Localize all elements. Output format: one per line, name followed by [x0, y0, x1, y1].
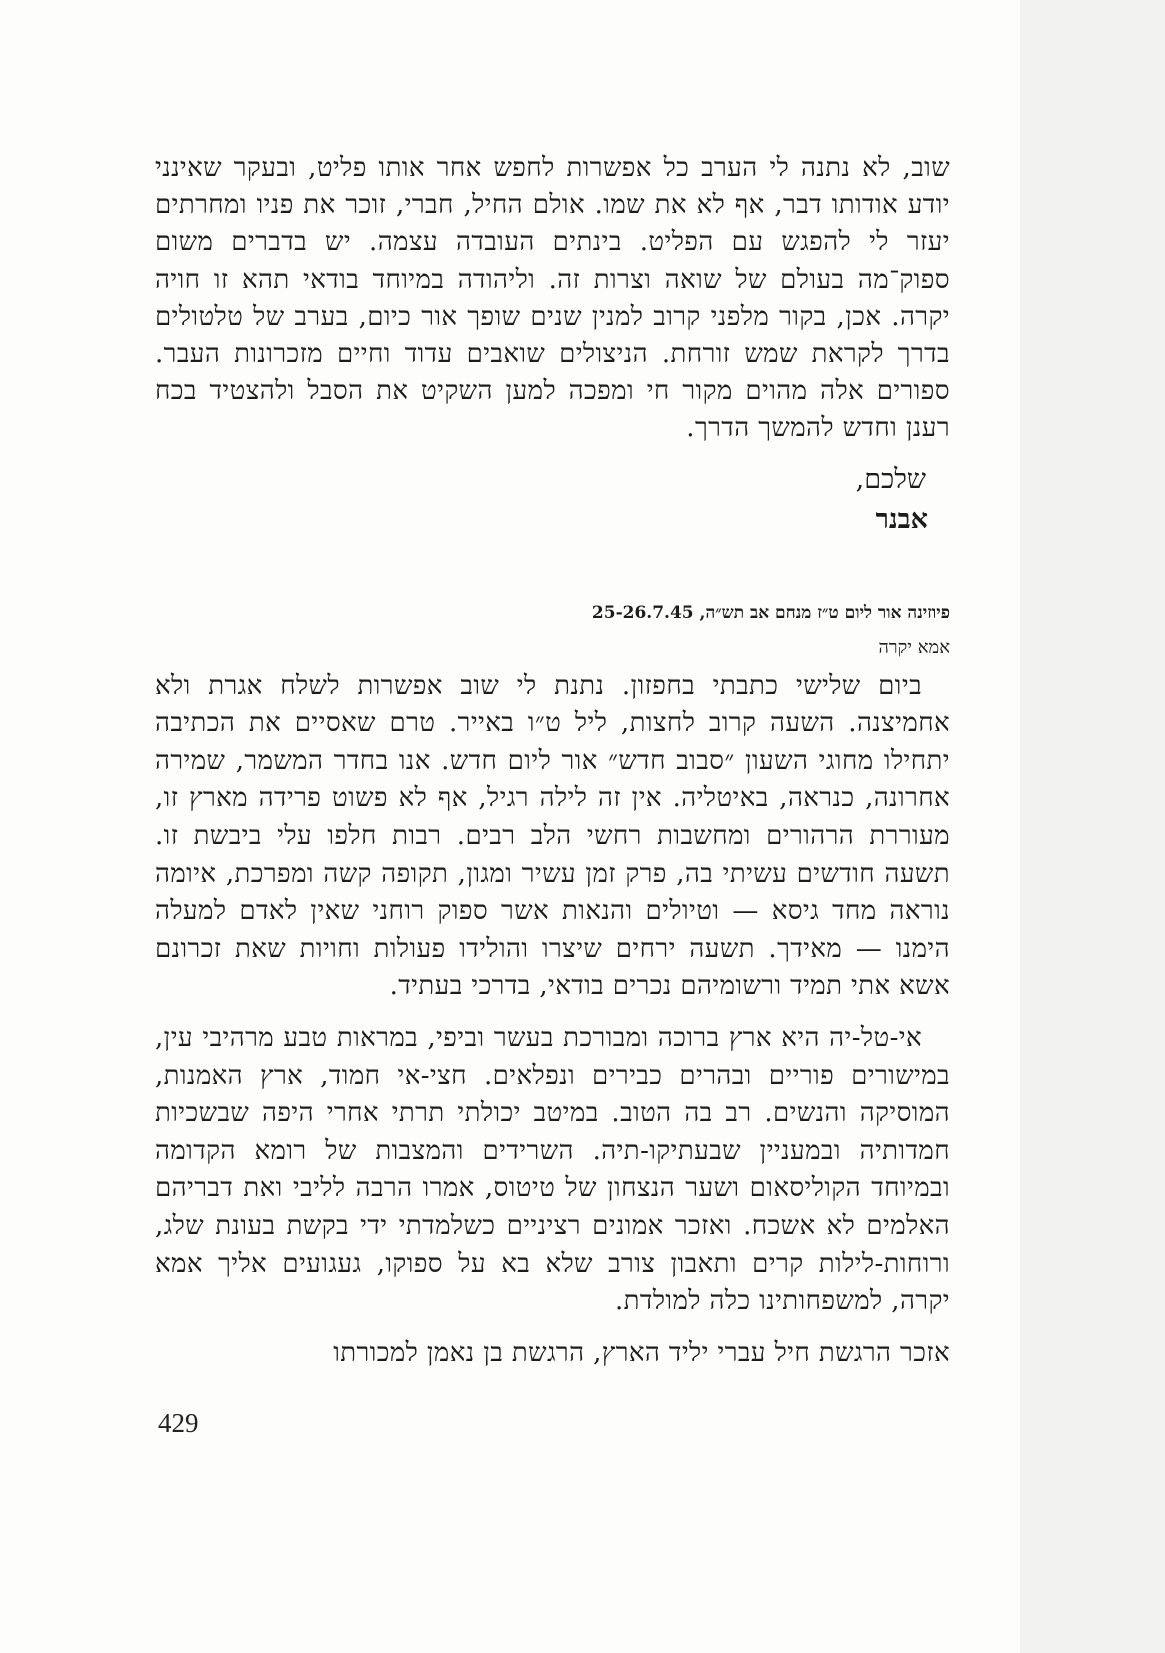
letter-heading-date: 25-26.7.45	[591, 602, 694, 623]
letter-heading	[155, 602, 950, 624]
letter-paragraph-1-text: ביום שלישי כתבתי בחפזון. נתנת לי שוב אפשרות לשלח אגרת ולא אחמיצנה. השעה קרוב לחצות, ליל ט״ו באייר. טרם שאסיים את הכתיבה יתחילו מחוגי השעון ״סבוב חדש״ אור ליום חדש. אנו בחדר המשמר, שמירה אחרונה, כנראה, באיטליה. אין זה לילה רגיל, אף לא פשוט פרידה מארץ זו, מעוררת הרהורים ומחשבות רחשי הלב רבים. רבות חלפו עלי ביבשת זו. תשעה חודשים עשיתי בה, פרק זמן עשיר ומגון, תקופה קשה ומפרכת, איומה נוראה מחד גיסא — וטיולים והנאות אשר ספוק רוחני שאין לאדם למעלה הימנו — מאידך. תשעה ירחים שיצרו והולידו פעולות וחויות שאת זכרונם אשא אתי תמיד ורשומיהם נכרים בודאי, בדרכי בעתיד.	[155, 670, 950, 1002]
letter-paragraph-2	[155, 1020, 950, 1321]
page-number: 429	[158, 1408, 199, 1438]
letter-paragraph-3-text: אזכר הרגשת חיל עברי יליד הארץ, הרגשת בן נאמן למכורתו	[333, 1337, 950, 1368]
letter-body	[155, 668, 950, 1373]
letter-paragraph-2-text: אי-טל-יה היא ארץ ברוכה ומבורכת בעשר וביפי, במראות טבע מרהיבי עין, במישורים פוריים ובהרים כבירים ונפלאים. חצי-אי חמוד, ארץ האמנות, המוסיקה והנשים. רב בה הטוב. במיטב יכולתי תרתי אחרי היפה שבשכיות חמדותיה ובמעניין שבעתיקו-תיה. השרידים והמצבות של רומא הקדומה ובמיוחד הקוליסאום ושער הנצחון של טיטוס, אמרו הרבה לליבי ואת דבריהם האלמים לא אשכח. ואזכר אמונים רציניים כשלמדתי ידי בקשת בעונת שלג, ורוחות-לילות קרים ותאבון צורב שלא בא על ספוקו, געגועים אליך אמא יקרה, למשפחותינו כלה למולדת.	[155, 1022, 950, 1317]
letter-paragraph-1	[155, 668, 950, 1006]
document-page	[155, 150, 950, 1590]
letter-salutation: אמא יקרה	[878, 636, 950, 658]
intro-paragraph: שוב, לא נתנה לי הערב כל אפשרות לחפש אחר אותו פליט, ובעקר שאינני יודע אודותו דבר, אף לא את שמו. אולם החיל, חברי, זוכר את פניו ומחרתים יעזר לי להפגש עם הפליט. בינתים העובדה עצמה. יש בדברים משום ספוק־מה בעולם של שואה וצרות זה. וליהודה במיוחד בודאי תהא זו חויה יקרה. אכן, בקור מלפני קרוב למנין שנים שופך אור כיום, בערב של טלטולים בדרך לקראת שמש זורחת. הניצולים שואבים עדוד וחיים מזכרונות העבר. ספורים אלה מהוים מקור חי ומפכה למען השקיט את הסבל ולהצטיד בכח רענן וחדש להמשך הדרך.	[155, 153, 950, 444]
letter-paragraph-3	[155, 1335, 950, 1373]
signoff-name: אבנר	[875, 503, 928, 535]
page-edge-margin	[1020, 0, 1165, 1653]
signoff	[155, 460, 950, 540]
signoff-regards: שלכם,	[855, 463, 926, 495]
letter-heading-place: פיוזינה אור ליום ט״ז מנחם אב תש״ה,	[699, 602, 950, 623]
